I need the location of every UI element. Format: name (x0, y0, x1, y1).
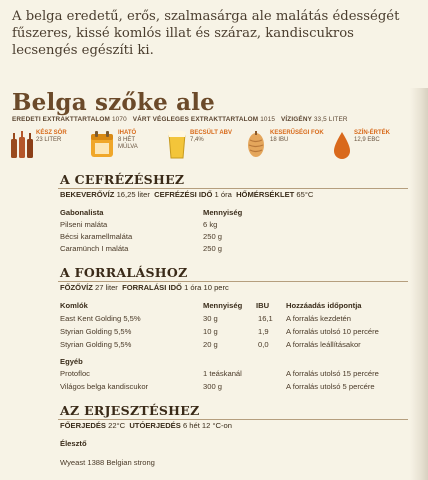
stat-value: 12,9 EBC (354, 136, 380, 143)
other-time: A forralás utolsó 15 percére (286, 369, 379, 378)
yeast-name: Wyeast 1388 Belgian strong (60, 458, 155, 467)
stat-label: KESERŰSÉGI FOK (270, 130, 324, 136)
stat-drinkable (90, 128, 162, 162)
calendar-icon (90, 130, 114, 158)
spec-label: VÁRT VÉGLEGES EXTRAKTTARTALOM (132, 116, 259, 123)
grain-name: Bécsi karamellmaláta (60, 232, 133, 241)
time-header: Hozzáadás időpontja (286, 301, 362, 310)
mash-params: BEKEVERŐVÍZ 16,25 liter CEFRÉZÉSI IDŐ 1 óra HŐMÉRSÉKLET 65°C (60, 190, 314, 199)
other-name: Világos belga kandiscukor (60, 382, 149, 391)
grain-name: Caramünch I maláta (60, 244, 129, 253)
spec-value: 33,5 LITER (313, 116, 348, 123)
spec-line (12, 116, 352, 123)
stat-label: BECSÜLT ABV (190, 130, 232, 136)
stat-value-2: MÚLVA (118, 143, 138, 150)
spec-label: EREDETI EXTRAKTTARTALOM (12, 116, 111, 123)
other-qty: 300 g (203, 382, 223, 391)
grain-qty: 250 g (203, 244, 223, 253)
stat-color (332, 128, 410, 162)
hop-name: Styrian Golding 5,5% (60, 327, 132, 336)
yeast-header: Élesztő (60, 439, 87, 448)
divider (58, 281, 408, 282)
hop-name: Styrian Golding 5,5% (60, 340, 132, 349)
grain-name: Pilseni maláta (60, 220, 108, 229)
divider (58, 188, 408, 189)
hop-ibu: 1,9 (258, 327, 269, 336)
spec-label: VÍZIGÉNY (280, 116, 312, 123)
mash-section-title: A CEFRÉZÉSHEZ (60, 172, 185, 187)
stat-finished-beer (10, 128, 86, 162)
grain-qty: 6 kg (203, 220, 218, 229)
stat-abv (166, 128, 240, 162)
hop-ibu: 0,0 (258, 340, 269, 349)
hop-cone-icon (246, 130, 266, 160)
other-name: Protofloc (60, 369, 90, 378)
stat-bitterness (246, 128, 330, 162)
grain-header: Gabonalista (60, 208, 104, 217)
spec-value: 1015 (260, 116, 276, 123)
hop-qty: 10 g (203, 327, 218, 336)
stat-label: IHATÓ (118, 130, 137, 136)
hop-ibu: 16,1 (258, 314, 273, 323)
stat-label: SZÍN-ÉRTÉK (354, 130, 390, 136)
hop-time: A forralás kezdetén (286, 314, 352, 323)
stats-icons-row (10, 128, 410, 162)
qty-header: Mennyiség (203, 301, 243, 310)
other-qty: 1 teáskanál (203, 369, 242, 378)
color-drop-icon (332, 130, 352, 160)
boil-params: FŐZŐVÍZ 27 liter FORRALÁSI IDŐ 1 óra 10 perc (60, 283, 229, 292)
divider (58, 419, 408, 420)
recipe-title: Belga szőke ale (12, 89, 216, 116)
hop-qty: 20 g (203, 340, 218, 349)
stat-value: 7,4% (190, 136, 204, 143)
hop-qty: 30 g (203, 314, 218, 323)
beer-bottles-icon (10, 130, 34, 160)
stat-value: 8 HÉT (118, 136, 136, 143)
stat-value: 18 IBU (270, 136, 289, 143)
qty-header: Mennyiség (203, 208, 243, 217)
hop-name: East Kent Golding 5,5% (60, 314, 141, 323)
ferment-params: FŐERJEDÉS 22°C UTÓERJEDÉS 6 hét 12 °C-on (60, 421, 232, 430)
hop-time: A forralás utolsó 10 percére (286, 327, 379, 336)
stat-value: 23 LITER (36, 136, 62, 143)
ibu-header: IBU (256, 301, 270, 310)
other-time: A forralás utolsó 5 percére (286, 382, 375, 391)
next-page-edge (412, 98, 426, 108)
spec-value: 1070 (111, 116, 127, 123)
beer-glass-icon (166, 130, 188, 160)
ferment-section-title: AZ ERJESZTÉSHEZ (60, 403, 200, 418)
page-edge-shadow (410, 88, 428, 480)
intro-paragraph: A belga eredetű, erős, szalmasárga ale malátás édességét fűszeres, kissé komlós illat és száraz, kandiscukros lecsengés egészíti ki. (12, 9, 400, 58)
grain-qty: 250 g (203, 232, 223, 241)
hops-header: Komlók (60, 301, 88, 310)
hop-time: A forralás leállításakor (286, 340, 361, 349)
boil-section-title: A FORRALÁSHOZ (60, 265, 188, 280)
other-header: Egyéb (60, 357, 83, 366)
stat-label: KÉSZ SÖR (36, 130, 67, 136)
